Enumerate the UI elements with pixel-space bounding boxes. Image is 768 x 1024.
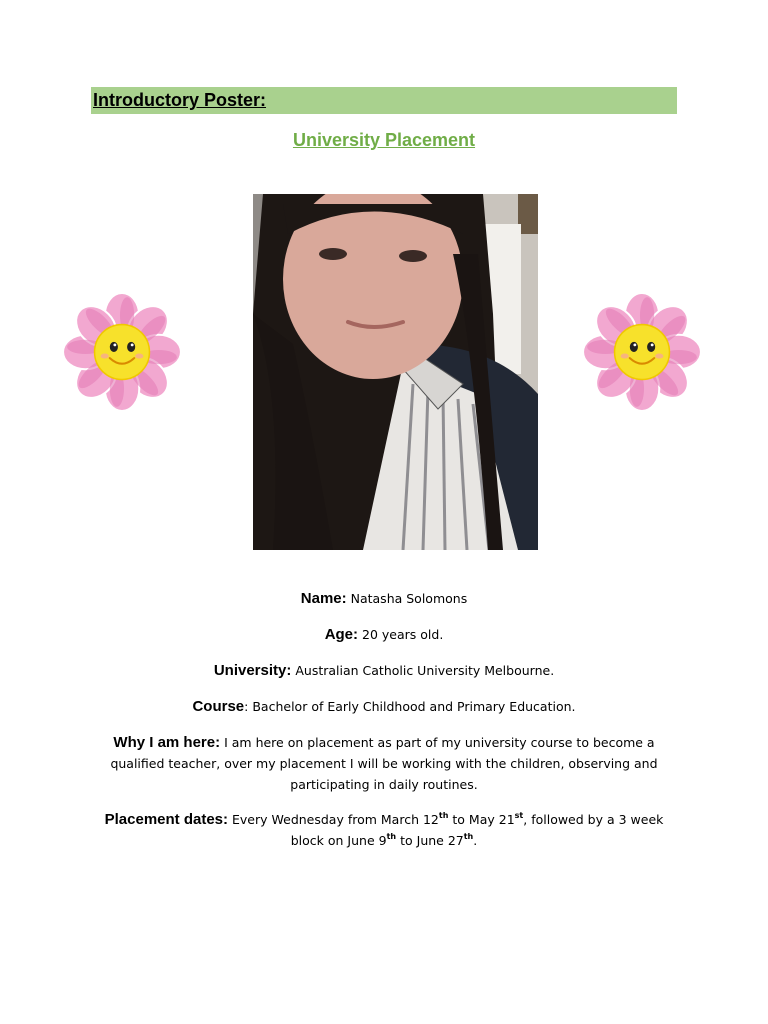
dates-sup-4: th [463, 831, 474, 841]
university-line [90, 660, 678, 681]
smiling-flower-icon [61, 291, 183, 413]
dates-text-3: , followed by a 3 week block on June 9 [290, 812, 664, 848]
course-separator: : [244, 699, 249, 714]
course-line [90, 696, 678, 717]
name-value: Natasha Solomons [350, 591, 468, 606]
dates-text-5: . [473, 833, 478, 848]
subtitle: University Placement [292, 130, 476, 150]
why-value: I am here on placement as part of my university course to become a qualified teacher, over my placement I will be working with the children, observing and participating in daily routines. [110, 735, 658, 792]
age-line [90, 624, 678, 645]
placement-dates-paragraph [90, 809, 678, 851]
university-value: Australian Catholic University Melbourne. [295, 663, 555, 678]
course-value: Bachelor of Early Childhood and Primary Education. [252, 699, 576, 714]
dates-sup-1: th [438, 810, 449, 820]
university-label: University: [213, 662, 292, 679]
why-label: Why I am here: [113, 734, 221, 751]
age-label: Age: [324, 626, 359, 643]
header-bar [91, 87, 677, 114]
name-label: Name: [300, 590, 347, 607]
flower-face [95, 325, 150, 380]
dates-sup-2: st [514, 810, 524, 820]
dates-text-1: Every Wednesday from March 12 [232, 812, 439, 827]
portrait-photo [253, 194, 538, 550]
smiling-flower-icon [581, 291, 703, 413]
dates-text-4: to June 27 [400, 833, 464, 848]
poster-title: Introductory Poster: [93, 90, 267, 110]
why-paragraph [90, 732, 678, 795]
placement-dates-label: Placement dates: [104, 811, 229, 828]
dates-text-2: to May 21 [452, 812, 515, 827]
age-value: 20 years old. [362, 627, 444, 642]
dates-sup-3: th [386, 831, 397, 841]
name-line [90, 588, 678, 609]
course-label: Course [192, 698, 245, 715]
flower-face [615, 325, 670, 380]
